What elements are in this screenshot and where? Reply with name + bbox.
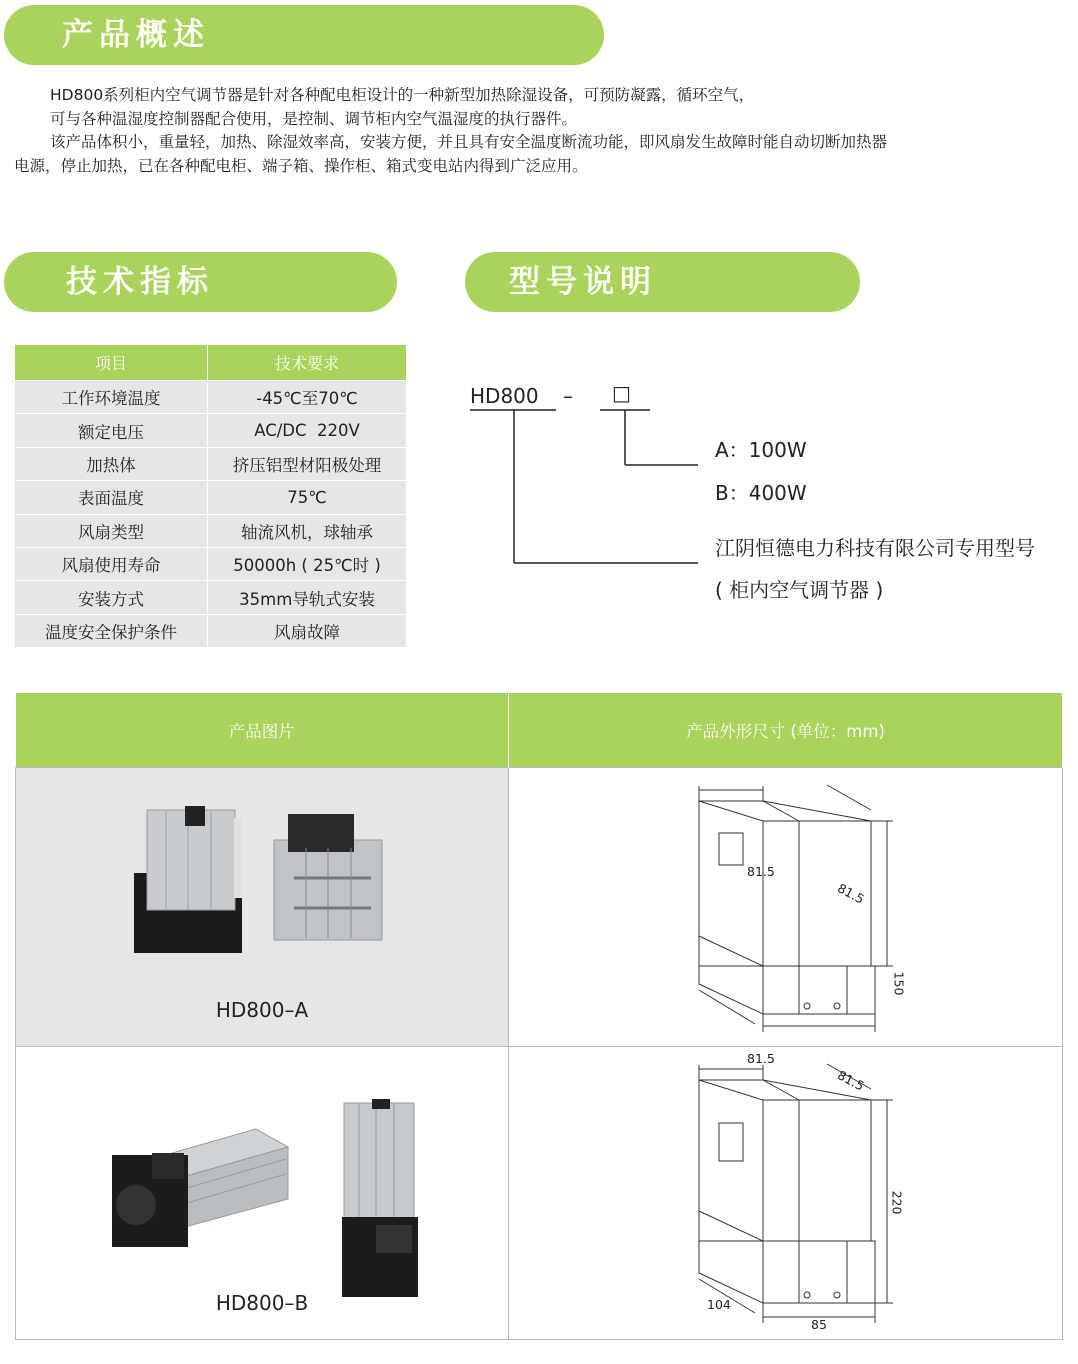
spec-row <box>15 547 407 580</box>
spec-row <box>15 581 407 614</box>
overview-paragraph: 电源，停止加热，已在各种配电柜、端子箱、操作柜、箱式变电站内得到广泛应用。 <box>14 156 588 175</box>
spec-header-requirement: 技术要求 <box>208 345 407 381</box>
spec-item: 工作环境温度 <box>15 381 208 414</box>
spec-item: 风扇使用寿命 <box>15 547 208 580</box>
model-option-box: □ <box>612 381 631 405</box>
spec-row <box>15 614 407 647</box>
product-row <box>16 1047 1063 1340</box>
spec-value: 35mm导轨式安装 <box>208 581 407 614</box>
model-option-a: A：100W <box>715 438 807 462</box>
product-image-cell <box>16 1047 509 1340</box>
dim-height: 220 <box>889 1190 905 1215</box>
spec-row <box>15 447 407 480</box>
product-row <box>16 768 1063 1047</box>
dimension-drawing-hd800-b <box>509 1047 1064 1339</box>
spec-item: 表面温度 <box>15 481 208 514</box>
spec-item: 风扇类型 <box>15 514 208 547</box>
dim-base-depth: 104 <box>707 1297 731 1312</box>
dim-width: 81.5 <box>747 1051 775 1066</box>
product-caption: HD800–B <box>215 1291 309 1315</box>
product-table <box>15 693 1063 1340</box>
spec-item: 温度安全保护条件 <box>15 614 208 647</box>
spec-value: 50000h ( 25℃时 ) <box>208 547 407 580</box>
dim-height: 150 <box>891 971 907 996</box>
model-dash: – <box>563 384 573 408</box>
spec-item: 额定电压 <box>15 414 208 447</box>
spec-value: 挤压铝型材阳极处理 <box>208 447 407 480</box>
model-section-header: 型号说明 <box>465 252 860 312</box>
spec-row <box>15 514 407 547</box>
spec-value: AC/DC 220V <box>208 414 407 447</box>
spec-value: 轴流风机，球轴承 <box>208 514 407 547</box>
dim-depth: 81.5 <box>835 880 867 907</box>
spec-value: -45℃至70℃ <box>208 381 407 414</box>
product-image-cell <box>16 768 509 1047</box>
product-image-header: 产品图片 <box>16 693 509 768</box>
product-dims-header: 产品外形尺寸 (单位：mm) <box>509 693 1063 768</box>
dim-depth: 81.5 <box>835 1067 867 1094</box>
spec-item: 加热体 <box>15 447 208 480</box>
overview-text <box>14 84 1072 178</box>
model-maker: 江阴恒德电力科技有限公司专用型号 <box>715 536 1035 560</box>
model-product-name: ( 柜内空气调节器 ) <box>715 578 884 602</box>
dimension-drawing-cell <box>509 1047 1063 1340</box>
overview-paragraph: 该产品体积小，重量轻，加热、除湿效率高，安装方便，并且具有安全温度断流功能，即风扇发生故障时能自动切断加热器 <box>50 133 888 151</box>
product-photo-hd800-a <box>16 768 508 1008</box>
overview-paragraph: HD800系列柜内空气调节器是针对各种配电柜设计的一种新型加热除湿设备，可预防凝露，循环空气， <box>50 86 755 104</box>
spec-item: 安装方式 <box>15 581 208 614</box>
spec-value: 75℃ <box>208 481 407 514</box>
specs-section-header: 技术指标 <box>4 252 397 312</box>
overview-paragraph: 可与各种温湿度控制器配合使用，是控制、调节柜内空气温湿度的执行器件。 <box>50 109 578 128</box>
model-prefix: HD800 <box>470 384 539 408</box>
spec-row <box>15 381 407 414</box>
spec-header-item: 项目 <box>15 345 208 381</box>
spec-row <box>15 414 407 447</box>
spec-row <box>15 481 407 514</box>
spec-table <box>15 345 407 648</box>
spec-value: 风扇故障 <box>208 614 407 647</box>
model-option-b: B：400W <box>715 481 807 505</box>
dimension-drawing-cell <box>509 768 1063 1047</box>
dimension-drawing-hd800-a <box>509 768 1064 1046</box>
spec-header-row <box>15 345 407 381</box>
product-caption: HD800–A <box>215 998 309 1022</box>
dim-width: 81.5 <box>747 864 775 879</box>
product-header-row <box>16 693 1063 768</box>
dim-base-width: 85 <box>811 1317 827 1332</box>
overview-section-header: 产品概述 <box>4 5 604 65</box>
product-photo-hd800-b <box>16 1047 508 1327</box>
